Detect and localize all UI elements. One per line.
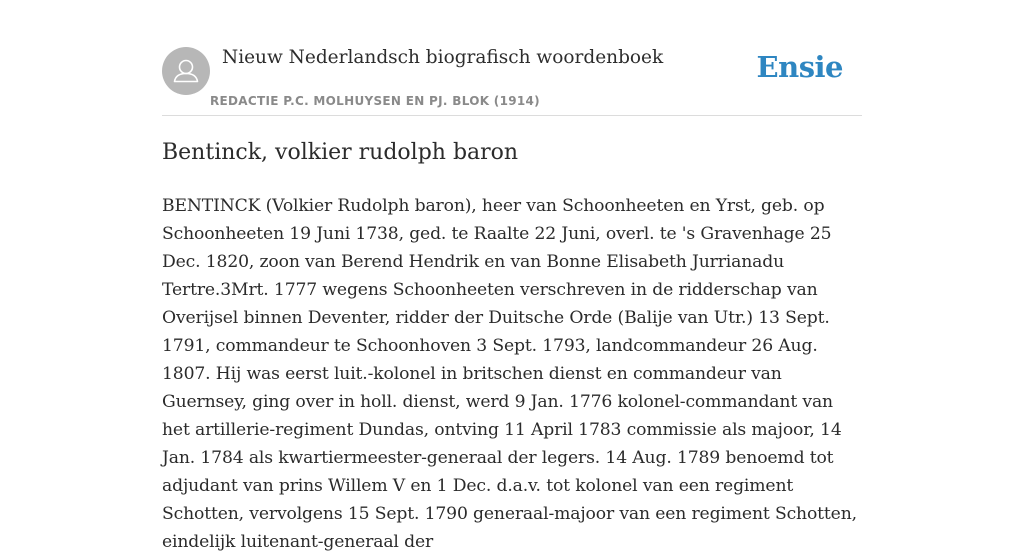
brand-logo[interactable]: Ensie xyxy=(756,50,843,84)
user-silhouette-icon xyxy=(162,47,210,95)
source-editors: REDACTIE P.C. MOLHUYSEN EN PJ. BLOK (1914) xyxy=(210,94,540,108)
header-divider xyxy=(162,115,862,116)
source-title[interactable]: Nieuw Nederlandsch biografisch woordenboek xyxy=(222,47,664,68)
source-header xyxy=(162,44,862,116)
avatar[interactable] xyxy=(162,47,210,95)
page-title: Bentinck, volkier rudolph baron xyxy=(162,140,519,165)
article-body: BENTINCK (Volkier Rudolph baron), heer van Schoonheeten en Yrst, geb. op Schoonheeten 19 Juni 1738, ged. te Raalte 22 Juni, overl. te 's Gravenhage 25 Dec. 1820, zoon van Berend Hendrik en van Bonne Elisabeth Jurrianadu Tertre.3Mrt. 1777 wegens Schoonheeten verschreven in de ridderschap van Overijsel binnen Deventer, ridder der Duitsche Orde (Balije van Utr.) 13 Sept. 1791, commandeur te Schoonhoven 3 Sept. 1793, landcommandeur 26 Aug. 1807. Hij was eerst luit.-kolonel in britschen dienst en commandeur van Guernsey, ging over in holl. dienst, werd 9 Jan. 1776 kolonel-commandant van het artillerie-regiment Dundas, ontving 11 April 1783 commissie als majoor, 14 Jan. 1784 als kwartiermeester-generaal der legers. 14 Aug. 1789 benoemd tot adjudant van prins Willem V en 1 Dec. d.a.v. tot kolonel van een regiment Schotten, vervolgens 15 Sept. 1790 generaal-majoor van een regiment Schotten, eindelijk luitenant-generaal der xyxy=(162,196,857,552)
